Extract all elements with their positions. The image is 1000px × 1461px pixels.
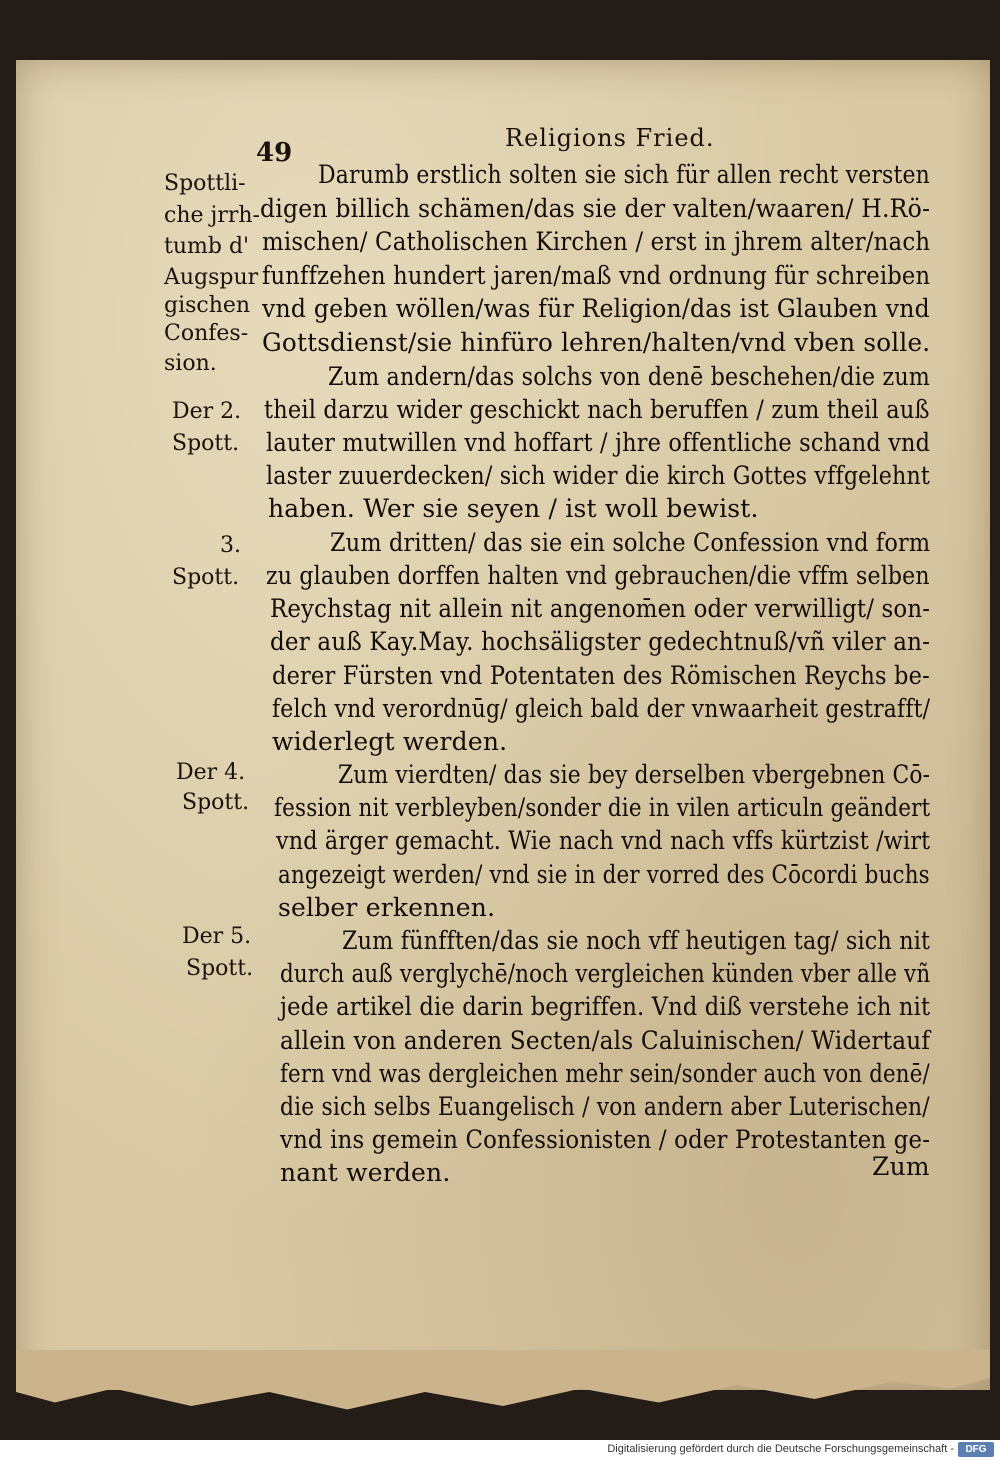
text-line: fern vnd was dergleichen mehr sein/sonder auch von denē/ xyxy=(280,1059,930,1088)
margin-note: Der 4. xyxy=(176,760,246,785)
margin-note: Spott. xyxy=(172,565,240,590)
text-line: Gottsdienst/sie hinfüro lehren/halten/vnd vben solle. xyxy=(262,328,931,357)
text-line: felch vnd verordnūg/ gleich bald der vnwaarheit gestrafft/ xyxy=(272,694,931,723)
text-line: nant werden. xyxy=(280,1158,451,1187)
margin-note: Spottli- xyxy=(164,171,246,196)
margin-note: tumb d' xyxy=(164,234,250,259)
margin-note: Der 5. xyxy=(182,924,252,949)
dfg-logo: DFG xyxy=(958,1442,994,1457)
margin-note: che jrrh- xyxy=(164,203,260,228)
margin-note: Augspur xyxy=(164,265,259,290)
text-line: Zum fünfften/das sie noch vff heutigen tag/ sich nit xyxy=(342,926,931,955)
margin-note: gischen xyxy=(164,293,251,318)
text-line: Darumb erstlich solten sie sich für allen recht versten xyxy=(318,160,930,189)
book-page xyxy=(16,60,990,1390)
text-line: vnd geben wöllen/was für Religion/das ist Glauben vnd xyxy=(262,294,930,323)
page-number: 49 xyxy=(256,138,293,168)
text-line: Zum andern/das solchs von denē beschehen/die zum xyxy=(328,362,931,391)
text-line: widerlegt werden. xyxy=(272,727,508,756)
text-line: durch auß verglychē/noch vergleichen künden vber alle vñ xyxy=(280,959,931,988)
text-line: allein von anderen Secten/als Caluinischen/ Widertauf xyxy=(280,1026,931,1055)
margin-note: Confes- xyxy=(164,321,249,346)
running-title: Religions Fried. xyxy=(505,124,715,152)
text-line: selber erkennen. xyxy=(278,893,496,922)
funding-credit: Digitalisierung gefördert durch die Deutsche Forschungsgemeinschaft - xyxy=(607,1443,954,1455)
text-line: Zum vierdten/ das sie bey derselben vbergebnen Cō- xyxy=(338,760,931,789)
text-line: Zum dritten/ das sie ein solche Confession vnd form xyxy=(330,528,931,557)
footer-bar xyxy=(0,1440,1000,1461)
text-line: vnd ins gemein Confessionisten / oder Protestanten ge- xyxy=(280,1125,931,1154)
text-line: laster zuuerdecken/ sich wider die kirch Gottes vffgelehnt xyxy=(266,461,930,490)
text-line: der auß Kay.May. hochsäligster gedechtnuß/vñ viler an- xyxy=(270,627,931,656)
margin-note: Spott. xyxy=(182,790,250,815)
margin-note: sion. xyxy=(164,351,217,376)
text-line: mischen/ Catholischen Kirchen / erst in jhrem alter/nach xyxy=(262,227,931,256)
catchword: Zum xyxy=(872,1152,930,1181)
text-line: digen billich schämen/das sie der valten/waaren/ H.Rö- xyxy=(260,194,931,223)
margin-note: Spott. xyxy=(172,431,240,456)
text-line: angezeigt werden/ vnd sie in der vorred des Cōcordi buchs xyxy=(278,860,930,889)
margin-note: Der 2. xyxy=(172,399,242,424)
text-line: Reychstag nit allein nit angenom̄en oder verwilligt/ son- xyxy=(270,594,931,623)
text-line: lauter mutwillen vnd hoffart / jhre offentliche schand vnd xyxy=(266,428,931,457)
text-line: fession nit verbleyben/sonder die in vilen articuln geändert xyxy=(274,793,931,822)
text-line: zu glauben dorffen halten vnd gebrauchen/die vffm selben xyxy=(266,561,930,590)
text-line: funffzehen hundert jaren/maß vnd ordnung für schreiben xyxy=(262,261,931,290)
text-line: vnd ärger gemacht. Wie nach vnd nach vffs kürtzist /wirt xyxy=(276,826,931,855)
text-line: theil darzu wider geschickt nach beruffen / zum theil auß xyxy=(264,395,930,424)
margin-note: Spott. xyxy=(186,956,254,981)
text-line: die sich selbs Euangelisch / von andern aber Luterischen/ xyxy=(280,1092,930,1121)
text-line: jede artikel die darin begriffen. Vnd diß verstehe ich nit xyxy=(280,992,931,1021)
margin-note: 3. xyxy=(220,533,241,558)
text-line: derer Fürsten vnd Potentaten des Römischen Reychs be- xyxy=(272,661,930,690)
text-line: haben. Wer sie seyen / ist woll bewist. xyxy=(268,494,759,523)
